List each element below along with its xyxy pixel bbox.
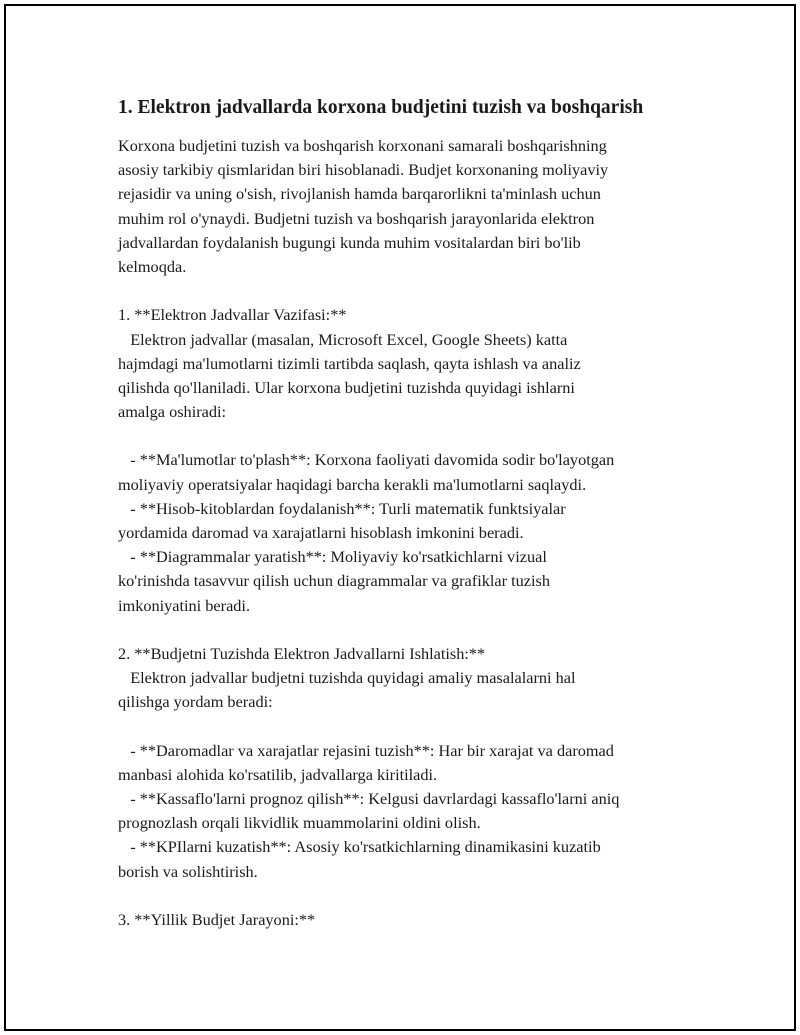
blank-line (118, 618, 698, 642)
text-line: - **Hisob-kitoblardan foydalanish**: Turli matematik funktsiyalar (118, 498, 566, 518)
blank-line (118, 424, 698, 448)
text-line: 3. **Yillik Budjet Jarayoni:** (118, 910, 316, 929)
text-line: amalga oshiradi: (118, 402, 227, 422)
document-text (118, 134, 698, 932)
text-line: qilishda qo'llaniladi. Ular korxona budjetini tuzishda quyidagi ishlarni (118, 377, 575, 397)
text-line: kelmoqda. (118, 256, 187, 276)
text-line: - **Daromadlar va xarajatlar rejasini tuzish**: Har bir xarajat va daromad (118, 740, 614, 760)
text-line: qilishga yordam beradi: (118, 692, 273, 712)
blank-line (118, 279, 698, 303)
document-body (118, 96, 698, 932)
text-line: - **Diagrammalar yaratish**: Moliyaviy ko'rsatkichlarni vizual (118, 547, 547, 567)
text-line: - **Ma'lumotlar to'plash**: Korxona faoliyati davomida sodir bo'layotgan (118, 450, 615, 470)
text-line: yordamida daromad va xarajatlarni hisoblash imkonini beradi. (118, 523, 524, 542)
blank-line (118, 715, 698, 739)
text-line: moliyaviy operatsiyalar haqidagi barcha kerakli ma'lumotlarni saqlaydi. (118, 474, 587, 494)
text-line: jadvallardan foydalanish bugungi kunda muhim vositalardan biri bo'lib (118, 232, 581, 252)
text-line: borish va solishtirish. (118, 861, 258, 881)
text-line: - **Kassaflo'larni prognoz qilish**: Kelgusi davrlardagi kassaflo'larni aniq (118, 789, 620, 809)
text-line: rejasidir va uning o'sish, rivojlanish hamda barqarorlikni ta'minlash uchun (118, 184, 601, 204)
text-line: 2. **Budjetni Tuzishda Elektron Jadvallarni Ishlatish:** (118, 643, 486, 663)
text-line: Elektron jadvallar budjetni tuzishda quyidagi amaliy masalalarni hal (118, 668, 576, 688)
text-line: muhim rol o'ynaydi. Budjetni tuzish va boshqarish jarayonlarida elektron (118, 208, 595, 228)
text-line: Korxona budjetini tuzish va boshqarish korxonani samarali boshqarishning (118, 136, 607, 155)
text-line: manbasi alohida ko'rsatilib, jadvallarga kiritiladi. (118, 764, 438, 784)
text-line: hajmdagi ma'lumotlarni tizimli tartibda saqlash, qayta ishlash va analiz (118, 353, 581, 373)
text-line: imkoniyatini beradi. (118, 595, 251, 615)
text-line: - **KPIlarni kuzatish**: Asosiy ko'rsatkichlarning dinamikasini kuzatib (118, 837, 601, 857)
text-line: prognozlash orqali likvidlik muammolarini oldini olish. (118, 813, 481, 833)
text-line: Elektron jadvallar (masalan, Microsoft Excel, Google Sheets) katta (118, 329, 568, 349)
text-line: asosiy tarkibiy qismlaridan biri hisoblanadi. Budjet korxonaning moliyaviy (118, 160, 609, 180)
document-title: 1. Elektron jadvallarda korxona budjetini tuzish va boshqarish (118, 97, 644, 118)
text-line: 1. **Elektron Jadvallar Vazifasi:** (118, 305, 347, 325)
blank-line (118, 884, 698, 908)
text-line: ko'rinishda tasavvur qilish uchun diagrammalar va grafiklar tuzish (118, 571, 551, 591)
